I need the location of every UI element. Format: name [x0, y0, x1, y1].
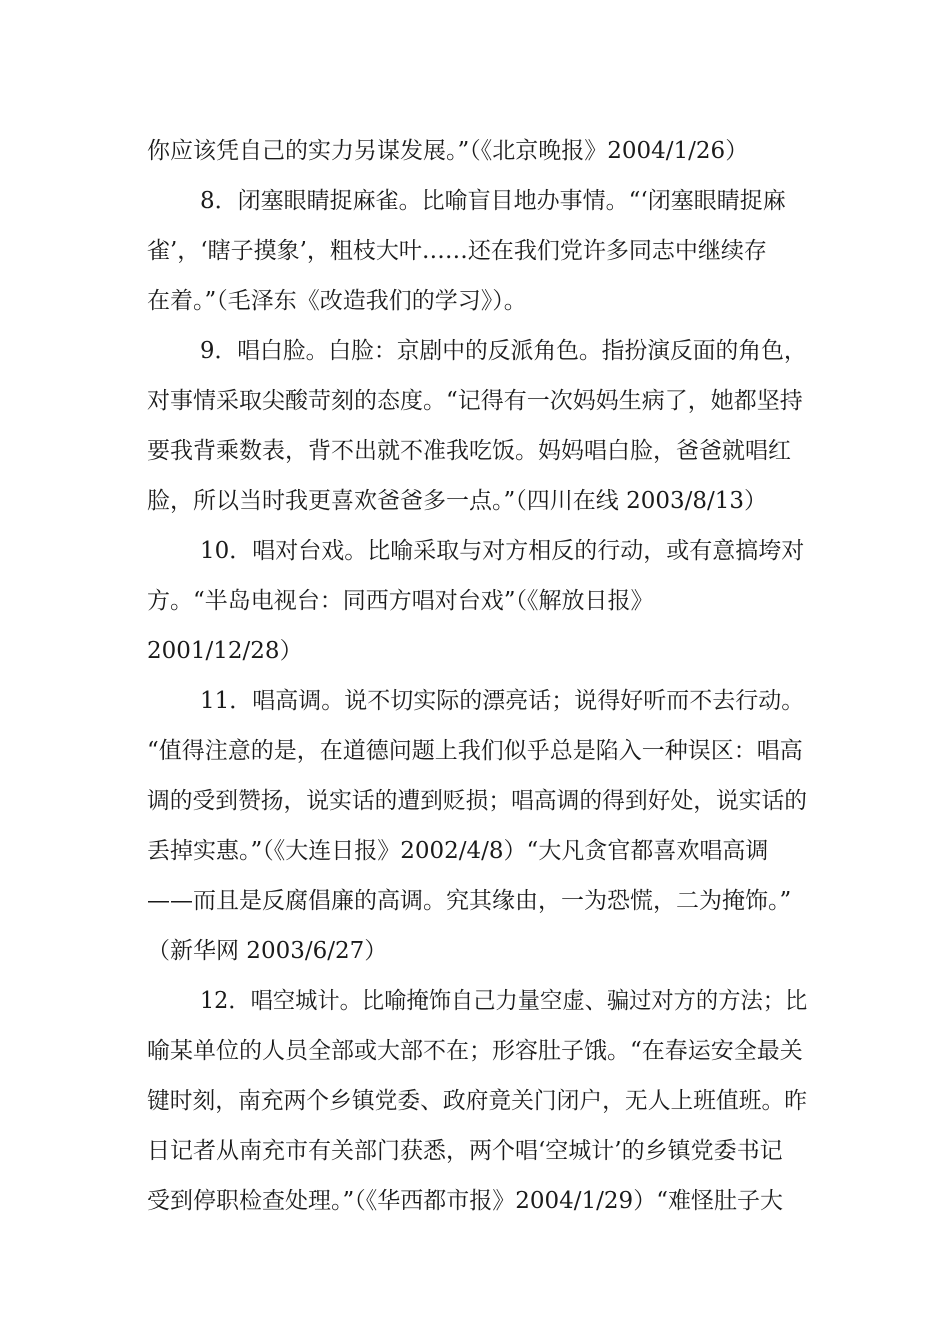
text-line: 10．唱对台戏。比喻采取与对方相反的行动，或有意搞垮对	[200, 538, 805, 564]
text-line: “值得注意的是，在道德问题上我们似乎总是陷入一种误区：唱高	[147, 738, 803, 764]
text-line: 脸，所以当时我更喜欢爸爸多一点。”（四川在线 2003/8/13）	[147, 488, 768, 514]
text-line: 2001/12/28）	[147, 638, 303, 664]
text-line: 8．闭塞眼睛捉麻雀。比喻盲目地办事情。“‘闭塞眼睛捉麻	[200, 188, 786, 214]
text-line: 12．唱空城计。比喻掩饰自己力量空虚、骗过对方的方法；比	[200, 988, 808, 1014]
text-line: 9．唱白脸。白脸：京剧中的反派角色。指扮演反面的角色，	[200, 338, 807, 364]
text-line: 喻某单位的人员全部或大部不在；形容肚子饿。“在春运安全最关	[147, 1038, 803, 1064]
text-line: ——而且是反腐倡廉的高调。究其缘由，一为恐慌，二为掩饰。”	[147, 888, 792, 914]
text-line: 在着。”（毛泽东《改造我们的学习》）。	[147, 288, 527, 314]
text-line: 对事情采取尖酸苛刻的态度。“记得有一次妈妈生病了，她都坚持	[147, 388, 803, 414]
text-line: 雀’，‘瞎子摸象’，粗枝大叶……还在我们党许多同志中继续存	[147, 238, 767, 264]
text-line: （新华网 2003/6/27）	[147, 938, 388, 964]
text-line: 11．唱高调。说不切实际的漂亮话；说得好听而不去行动。	[200, 688, 805, 714]
text-line: 键时刻，南充两个乡镇党委、政府竟关门闭户，无人上班值班。昨	[147, 1088, 807, 1114]
text-line: 调的受到赞扬，说实话的遭到贬损；唱高调的得到好处，说实话的	[147, 788, 807, 814]
text-line: 你应该凭自己的实力另谋发展。”（《北京晚报》2004/1/26）	[147, 138, 749, 164]
text-line: 受到停职检查处理。”（《华西都市报》2004/1/29）“难怪肚子大	[147, 1188, 783, 1214]
text-line: 丢掉实惠。”（《大连日报》2002/4/8）“大凡贪官都喜欢唱高调	[147, 838, 769, 864]
text-line: 方。“半岛电视台：同西方唱对台戏”（《解放日报》	[147, 588, 654, 614]
text-line: 日记者从南充市有关部门获悉，两个唱‘空城计’的乡镇党委书记	[147, 1138, 783, 1164]
text-line: 要我背乘数表，背不出就不准我吃饭。妈妈唱白脸，爸爸就唱红	[147, 438, 791, 464]
